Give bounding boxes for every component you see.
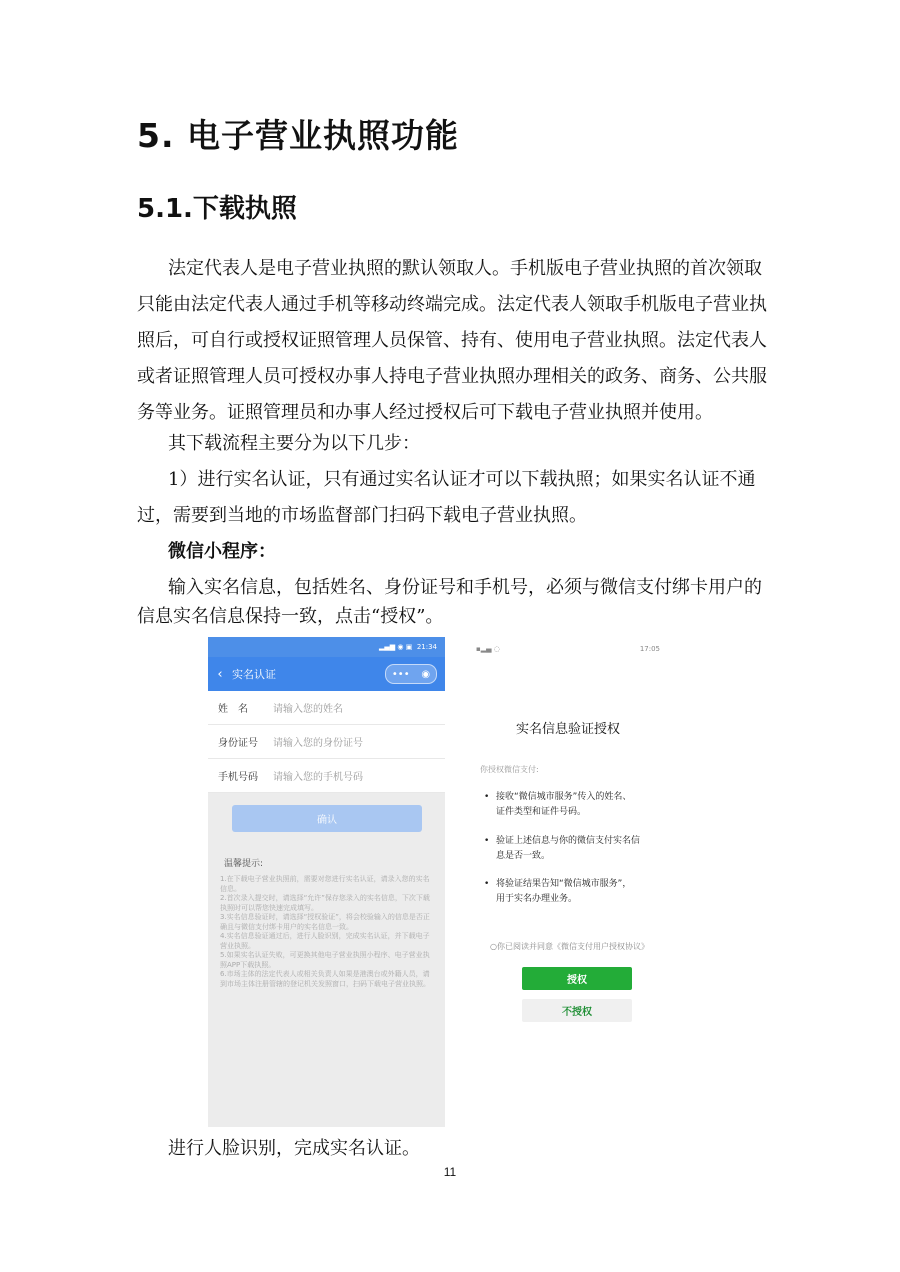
signal-icon: ▪▂▄ ◌ bbox=[476, 645, 500, 653]
body-line-3: 照后，可自行或授权证照管理人员保管、持有、使用电子营业执照。法定代表人 bbox=[137, 330, 767, 351]
back-chevron-icon[interactable]: ‹ bbox=[217, 666, 223, 682]
name-input-placeholder[interactable]: 请输入您的姓名 bbox=[273, 704, 343, 715]
authorize-button[interactable]: 授权 bbox=[522, 967, 632, 990]
miniprogram-capsule[interactable] bbox=[385, 664, 437, 684]
consent-bullet: • 接收“微信城市服务”传入的姓名、 证件类型和证件号码。 bbox=[484, 790, 666, 820]
bullet-text: 验证上述信息与你的微信支付实名信 息是否一致。 bbox=[496, 836, 641, 861]
deny-button[interactable]: 不授权 bbox=[522, 999, 632, 1022]
body-line-4: 或者证照管理人员可授权办事人持电子营业执照办理相关的政务、商务、公共服 bbox=[137, 366, 767, 387]
id-input-placeholder[interactable]: 请输入您的身份证号 bbox=[273, 738, 363, 749]
body-line-7: 1）进行实名认证，只有通过实名认证才可以下载执照；如果实名认证不通 bbox=[168, 469, 756, 490]
name-field[interactable] bbox=[208, 691, 445, 725]
consent-subtitle: 你授权微信支付: bbox=[480, 765, 539, 774]
auth-consent-screenshot bbox=[472, 642, 664, 1042]
more-icon[interactable]: ••• bbox=[391, 668, 410, 680]
field-label: 手机号码 bbox=[218, 772, 258, 783]
body-line-5: 务等业务。证照管理员和办事人经过授权后可下载电子营业执照并使用。 bbox=[137, 402, 713, 423]
realname-auth-screenshot bbox=[208, 637, 445, 1127]
signal-icon: ▂▄▆ ◉ ▣ bbox=[379, 643, 417, 651]
close-circle-icon[interactable]: ◉ bbox=[421, 668, 431, 680]
status-bar bbox=[472, 642, 664, 656]
tips-title: 温馨提示: bbox=[224, 859, 264, 869]
field-label: 姓 名 bbox=[218, 704, 248, 715]
field-label: 身份证号 bbox=[218, 738, 258, 749]
status-time: 17:05 bbox=[639, 645, 660, 653]
page-number: 11 bbox=[443, 1165, 457, 1179]
status-bar bbox=[208, 637, 445, 657]
phone-input-placeholder[interactable]: 请输入您的手机号码 bbox=[273, 772, 363, 783]
consent-title: 实名信息验证授权 bbox=[515, 722, 620, 737]
confirm-button[interactable]: 确认 bbox=[232, 805, 422, 832]
body-line-2: 只能由法定代表人通过手机等移动终端完成。法定代表人领取手机版电子营业执 bbox=[137, 294, 767, 315]
tips-text: 1.在下载电子营业执照前，需要对您进行实名认证，请录入您的实名信息。 2.首次录入提交时，请选择“允许”保存您录入的实名信息，下次下载执照时可以帮您快速完成填写。 3.实名信息验证时，请选择“授权验证”，将会校验输入的信息是否正确且与微信支付绑卡用户的实名信息一致。 4.实名信息验证通过后，进行人脸识别，完成实名认证，并下载电子营业执照。 5.如果实名认证失败，可更换其他电子营业执照小程序、电子营业执照APP下载执照。 6.市场主体的法定代表人或相关负责人如果是港澳台或外籍人员，请到市场主体注册管辖的登记机关发照窗口，扫码下载电子营业执照。 bbox=[220, 875, 430, 988]
nav-title: 实名认证 bbox=[232, 668, 276, 681]
nav-bar bbox=[208, 657, 445, 691]
body-line-10: 输入实名信息，包括姓名、身份证号和手机号，必须与微信支付绑卡用户的 bbox=[168, 577, 762, 598]
bullet-text: 接收“微信城市服务”传入的姓名、 证件类型和证件号码。 bbox=[496, 792, 632, 817]
body-line-1: 法定代表人是电子营业执照的默认领取人。手机版电子营业执照的首次领取 bbox=[168, 258, 762, 279]
wechat-miniprogram-label: 微信小程序： bbox=[168, 541, 276, 562]
body-line-11: 信息实名信息保持一致，点击“授权”。 bbox=[137, 606, 444, 627]
id-number-field[interactable] bbox=[208, 725, 445, 759]
face-recognition-line: 进行人脸识别，完成实名认证。 bbox=[168, 1138, 420, 1159]
status-time: 21:34 bbox=[416, 643, 437, 651]
body-line-8: 过，需要到当地的市场监督部门扫码下载电子营业执照。 bbox=[137, 505, 587, 526]
bullet-text: 将验证结果告知“微信城市服务”， 用于实名办理业务。 bbox=[496, 879, 632, 904]
agreement-checkbox[interactable]: ○你已阅读并同意《微信支付用户授权协议》 bbox=[490, 942, 649, 951]
subsection-heading: 5.1.下载执照 bbox=[137, 194, 297, 224]
section-heading: 5. 电子营业执照功能 bbox=[137, 116, 459, 155]
consent-bullet: • 验证上述信息与你的微信支付实名信 息是否一致。 bbox=[484, 834, 666, 864]
phone-number-field[interactable] bbox=[208, 759, 445, 793]
body-line-6: 其下载流程主要分为以下几步： bbox=[168, 433, 420, 454]
consent-bullet: • 将验证结果告知“微信城市服务”， 用于实名办理业务。 bbox=[484, 877, 666, 907]
